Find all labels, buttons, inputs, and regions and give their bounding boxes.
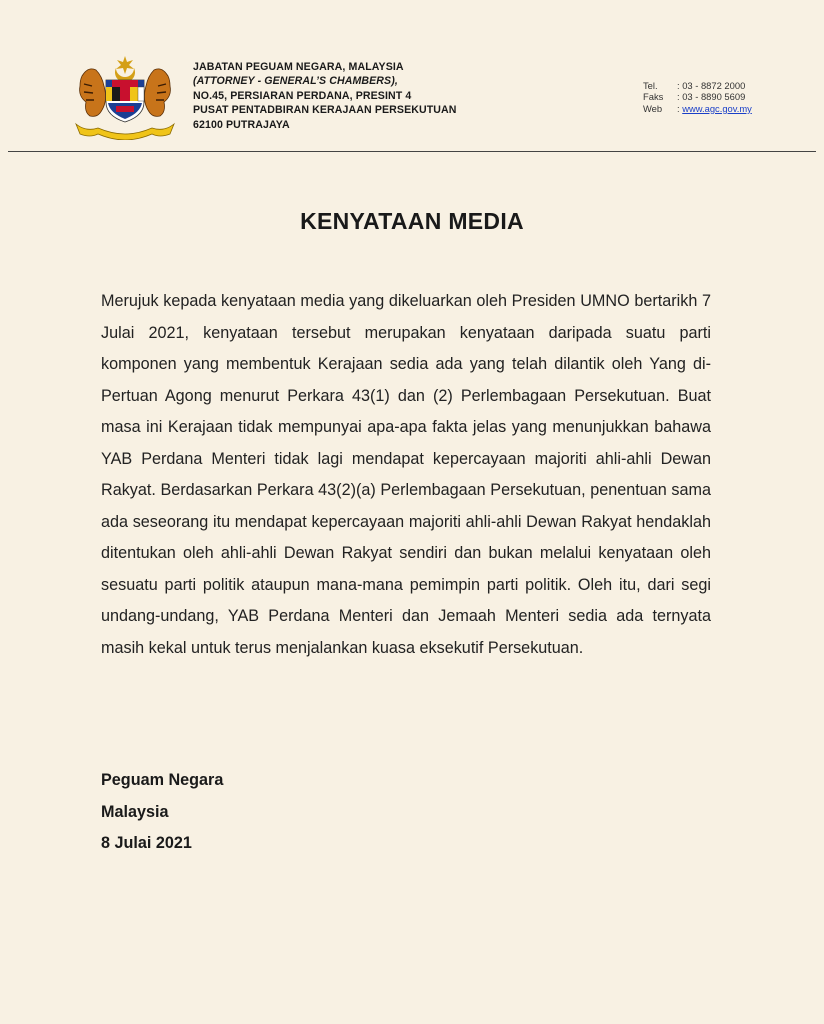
tel-row xyxy=(643,80,752,91)
address-street: NO.45, PERSIARAN PERDANA, PRESINT 4 xyxy=(193,89,412,102)
address-postcode: 62100 PUTRAJAYA xyxy=(193,118,290,131)
tel-label: Tel. xyxy=(643,80,658,91)
signatory-title: Peguam Negara xyxy=(101,771,224,789)
fax-label: Faks xyxy=(643,91,664,103)
malaysia-coat-of-arms-icon xyxy=(72,54,178,140)
organization-address xyxy=(193,60,457,132)
statement-body: Merujuk kepada kenyataan media yang dikeluarkan oleh Presiden UMNO bertarikh 7 Julai 2021, kenyataan tersebut merupakan kenyataan daripada suatu parti komponen yang membentuk Kerajaan sedia ada yang telah dilantik oleh Yang di-Pertuan Agong menurut Perkara 43(1) dan (2) Perlembagaan Persekutuan. Buat masa ini Kerajaan tidak mempunyai apa-apa fakta jelas yang menunjukkan bahawa YAB Perdana Menteri tidak lagi mendapat kepercayaan majoriti ahli-ahli Dewan Rakyat. Berdasarkan Perkara 43(2)(a) Perlembagaan Persekutuan, penentuan sama ada seseorang itu mendapat kepercayaan majoriti ahli-ahli Dewan Rakyat hendaklah ditentukan oleh ahli-ahli Dewan Rakyat sendiri dan bukan melalui kenyataan oleh sesuatu parti politik ataupun mana-mana pemimpin parti politik. Oleh itu, dari segi undang-undang, YAB Perdana Menteri dan Jemaah Menteri sedia ada ternyata masih kekal untuk terus menjalankan kuasa eksekutif Persekutuan. xyxy=(101,292,711,657)
fax-row xyxy=(643,91,752,102)
contact-block xyxy=(643,80,752,114)
document-title: KENYATAAN MEDIA xyxy=(300,208,524,234)
web-row xyxy=(643,103,752,114)
org-name-english: (ATTORNEY - GENERAL’S CHAMBERS), xyxy=(193,75,398,88)
address-area: PUSAT PENTADBIRAN KERAJAAN PERSEKUTUAN xyxy=(193,104,457,117)
org-name: JABATAN PEGUAM NEGARA, MALAYSIA xyxy=(193,61,404,73)
signatory-country: Malaysia xyxy=(101,802,169,821)
signature-block xyxy=(101,765,223,860)
website-link[interactable]: www.agc.gov.my xyxy=(682,102,752,114)
header-divider xyxy=(8,151,816,152)
web-separator: : xyxy=(677,102,680,114)
statement-date: 8 Julai 2021 xyxy=(101,834,192,852)
tel-value: : 03 - 8872 2000 xyxy=(677,80,746,91)
fax-value: : 03 - 8890 5609 xyxy=(677,91,746,103)
web-label: Web xyxy=(643,102,663,114)
